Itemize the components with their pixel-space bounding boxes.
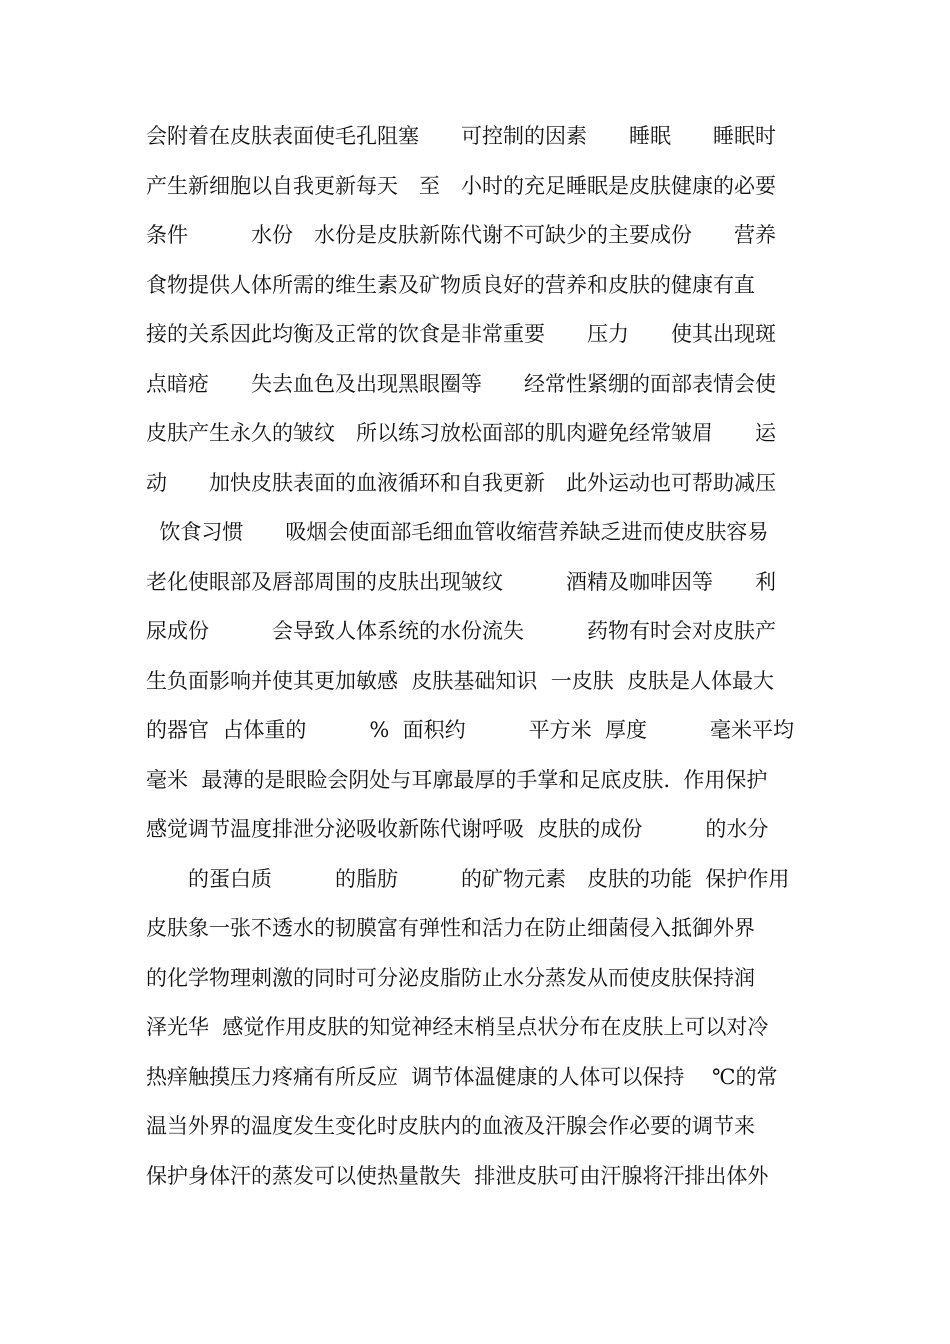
text-line: 泽光华 感觉作用皮肤的知觉神经末梢呈点状分布在皮肤上可以对冷 [146,1015,769,1039]
text-line: 皮肤产生永久的皱纹 所以练习放松面部的肌肉避免经常皱眉 运 [146,421,776,445]
text-line: 食物提供人体所需的维生素及矿物质良好的营养和皮肤的健康有直 [146,272,755,297]
text-line: 的化学物理刺激的同时可分泌皮脂防止水分蒸发从而使皮肤保持润 [146,965,755,990]
text-line: 产生新细胞以自我更新每天 至 小时的充足睡眠是皮肤健康的必要 [146,173,776,198]
text-line: 点暗疮 失去血色及出现黑眼圈等 经常性紧绷的面部表情会使 [146,371,776,396]
text-line: 感觉调节温度排泄分泌吸收新陈代谢呼吸 皮肤的成份 的水分 [146,817,769,841]
text-line: 的器官 占体重的 % 面积约 平方米 厚度 毫米平均 [146,718,795,742]
text-line: 温当外界的温度发生变化时皮肤内的血液及汗腺会作必要的调节来 [146,1114,755,1138]
text-line: 尿成份 会导致人体系统的水份流失 药物有时会对皮肤产 [146,619,776,643]
text-line: 毫米 最薄的是眼睑会阴处与耳廓最厚的手掌和足底皮肤. 作用保护 [146,767,768,792]
text-line: 会附着在皮肤表面使毛孔阻塞 可控制的因素 睡眠 睡眠时 [146,124,776,148]
text-line: 动 加快皮肤表面的血液循环和自我更新 此外运动也可帮助减压 [146,470,776,495]
text-line: 皮肤象一张不透水的韧膜富有弹性和活力在防止细菌侵入抵御外界 [146,916,755,940]
text-line: 热痒触摸压力疼痛有所反应 调节体温健康的人体可以保持 ℃的常 [146,1064,778,1089]
text-line: 生负面影响并使其更加敏感 皮肤基础知识 一皮肤 皮肤是人体最大 [146,668,775,693]
text-line: 饮食习惯 吸烟会使面部毛细血管收缩营养缺乏进而使皮肤容易 [146,520,769,544]
text-line: 条件 水份 水份是皮肤新陈代谢不可缺少的主要成份 营养 [146,223,776,247]
body-text [146,112,810,1201]
text-line: 保护身体汗的蒸发可以使热量散失 排泄皮肤可由汗腺将汗排出体外 [146,1163,769,1188]
text-line: 老化使眼部及唇部周围的皮肤出现皱纹 酒精及咖啡因等 利 [146,569,776,594]
text-line: 接的关系因此均衡及正常的饮食是非常重要 压力 使其出现斑 [146,322,776,346]
text-line: 的蛋白质 的脂肪 的矿物元素 皮肤的功能 保护作用 [146,866,790,891]
